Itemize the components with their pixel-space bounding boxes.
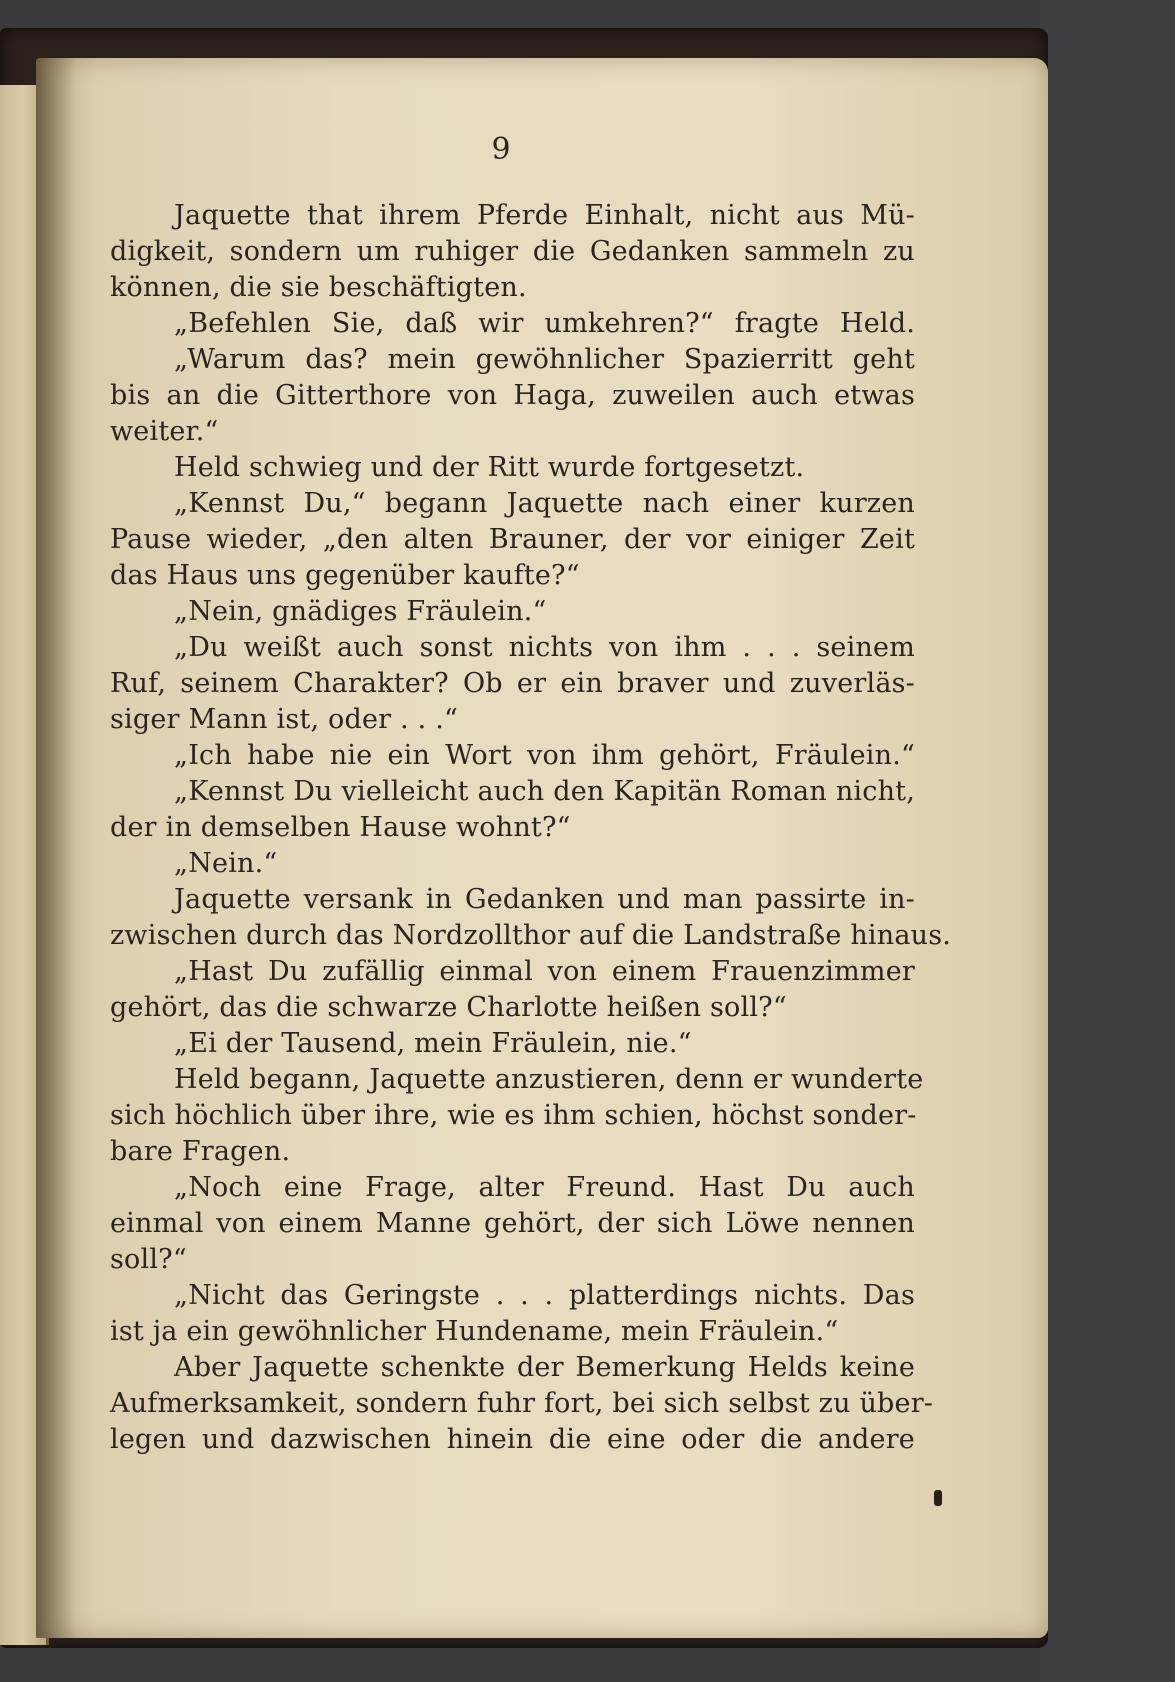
text-line: Ruf, seinem Charakter? Ob er ein braver und zuverläs- [110,668,915,699]
text-line: können, die sie beschäftigten. [110,272,527,303]
page-number: 9 [491,132,511,167]
text-line: gehört, das die schwarze Charlotte heißen soll?“ [110,992,787,1023]
text-line: legen und dazwischen hinein die eine oder die andere [110,1424,915,1455]
text-line: Aber Jaquette schenkte der Bemerkung Helds keine [174,1352,915,1383]
text-line: der in demselben Hause wohnt?“ [110,812,571,843]
text-line: „Nein.“ [174,848,278,879]
text-line: soll?“ [110,1244,187,1275]
text-line: bare Fragen. [110,1136,291,1167]
text-line: ist ja ein gewöhnlicher Hundename, mein Fräulein.“ [110,1316,839,1347]
text-line: Held schwieg und der Ritt wurde fortgesetzt. [174,452,805,483]
body-text [110,198,952,1458]
text-line: „Kennst Du vielleicht auch den Kapitän Roman nicht, [174,776,915,807]
background [1040,0,1175,1682]
text-line: Aufmerksamkeit, sondern fuhr fort, bei sich selbst zu über- [110,1388,934,1419]
text-line: weiter.“ [110,416,219,447]
text-line: Held begann, Jaquette anzustieren, denn er wunderte [174,1064,924,1095]
text-line: das Haus uns gegenüber kaufte?“ [110,560,580,591]
text-line: Jaquette versank in Gedanken und man passirte in- [174,884,915,915]
text-line: „Warum das? mein gewöhnlicher Spazierritt geht [174,344,915,375]
text-line: zwischen durch das Nordzollthor auf die Landstraße hinaus. [110,920,952,951]
text-line: „Ich habe nie ein Wort von ihm gehört, Fräulein.“ [174,740,915,771]
text-line: sich höchlich über ihre, wie es ihm schien, höchst sonder- [110,1100,917,1131]
text-line: digkeit, sondern um ruhiger die Gedanken sammeln zu [110,236,915,267]
text-line: „Nein, gnädiges Fräulein.“ [174,596,547,627]
text-line: Jaquette that ihrem Pferde Einhalt, nicht aus Mü- [174,200,915,231]
text-line: „Nicht das Geringste . . . platterdings nichts. Das [174,1280,915,1311]
text-line: „Kennst Du,“ begann Jaquette nach einer kurzen [174,488,915,519]
text-line: „Du weißt auch sonst nichts von ihm . . . seinem [174,632,915,663]
spine-shadow [36,58,76,1638]
ink-spot [934,1490,942,1506]
text-line: siger Mann ist, oder . . .“ [110,704,458,735]
text-line: „Befehlen Sie, daß wir umkehren?“ fragte Held. [174,308,915,339]
text-line: „Hast Du zufällig einmal von einem Frauenzimmer [174,956,915,987]
text-line: „Noch eine Frage, alter Freund. Hast Du auch [174,1172,915,1203]
text-line: „Ei der Tausend, mein Fräulein, nie.“ [174,1028,692,1059]
text-line: Pause wieder, „den alten Brauner, der vor einiger Zeit [110,524,915,555]
text-line: einmal von einem Manne gehört, der sich Löwe nennen [110,1208,915,1239]
text-line: bis an die Gitterthore von Haga, zuweilen auch etwas [110,380,915,411]
